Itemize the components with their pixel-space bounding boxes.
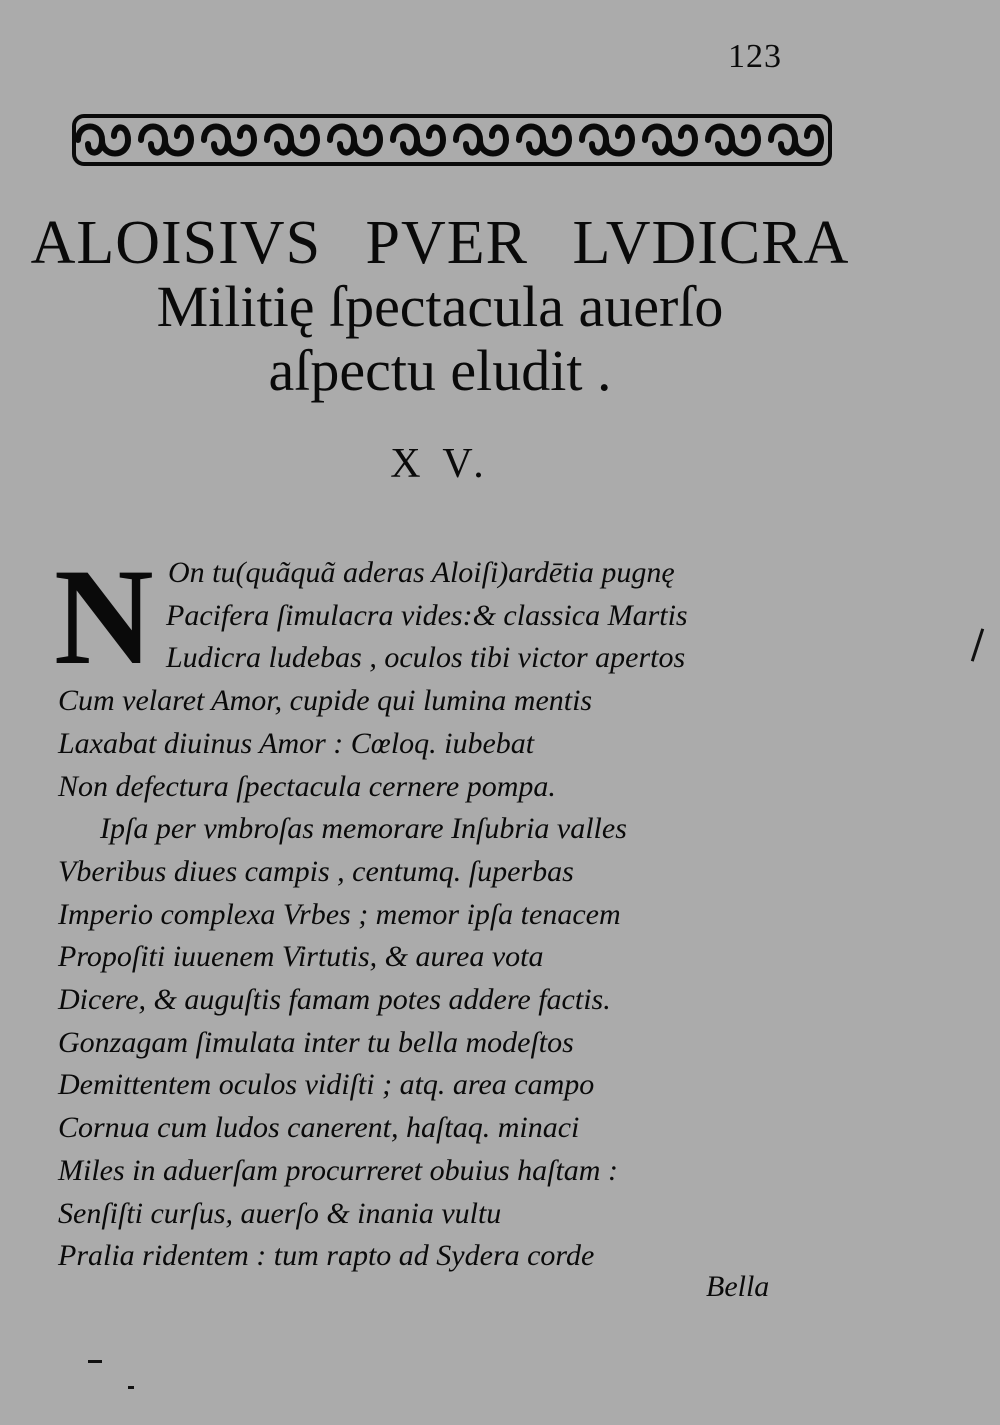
poem-line: Demittentem oculos vidiſti ; atq. area campo — [58, 1068, 595, 1102]
poem-line: Miles in aduerſam procurreret obuius haſtam : — [58, 1153, 618, 1187]
title-line-2: Militię ſpectacula auerſo — [156, 274, 724, 339]
drop-cap: N — [54, 540, 154, 693]
ornament-scroll — [141, 127, 191, 154]
ink-mark — [128, 1386, 134, 1389]
ornament-scroll — [456, 127, 506, 154]
ornament-scroll — [582, 127, 632, 154]
poem-line: Vberibus diues campis , centumq. ſuperbas — [58, 854, 574, 888]
poem-line: Senſiſti curſus, auerſo & inania vultu — [58, 1196, 502, 1230]
poem-line: Cum velaret Amor, cupide qui lumina mentis — [58, 684, 593, 718]
ornament-scroll — [771, 127, 821, 154]
ornament-scroll — [330, 127, 380, 154]
ornamental-border — [72, 112, 832, 168]
poem-line: On tu(quãquã aderas Aloiſi)ardētia pugnę — [168, 556, 675, 589]
ornament-frame — [74, 116, 830, 164]
poem-line: Cornua cum ludos canerent, haſtaq. minaci — [58, 1111, 580, 1145]
poem-line: Ludicra ludebas , oculos tibi victor apertos — [166, 641, 686, 675]
catchword: Bella — [706, 1270, 770, 1303]
poem-line: Pacifera ſimulacra vides:& classica Martis — [166, 598, 688, 632]
ink-mark — [971, 628, 984, 661]
ornament-scroll — [645, 127, 695, 154]
poem-line: Dicere, & auguſtis famam potes addere factis. — [58, 983, 611, 1016]
poem-line: Propoſiti iuuenem Virtutis, & aurea vota — [58, 940, 544, 974]
ornament-scroll — [204, 127, 254, 154]
page-number: 123 — [728, 38, 782, 75]
section-number: X V. — [390, 441, 490, 487]
ornament-scroll — [519, 127, 569, 154]
title-line-3: aſpectu eludit . — [268, 338, 612, 403]
poem-line: Imperio complexa Vrbes ; memor ipſa tenacem — [58, 897, 621, 931]
ornament-scroll — [267, 127, 317, 154]
poem-line: Non defectura ſpectacula cernere pompa. — [58, 769, 556, 803]
ornament-scroll — [393, 127, 443, 154]
poem-line: Gonzagam ſimulata inter tu bella modeſtos — [58, 1025, 574, 1059]
ornament-scroll — [708, 127, 758, 154]
title-line-1: ALOISIVS PVER LVDICRA — [30, 209, 850, 277]
ink-mark — [88, 1360, 102, 1363]
poem-line: Pralia ridentem : tum rapto ad Sydera corde — [58, 1239, 595, 1273]
poem-line: Ipſa per vmbroſas memorare Inſubria valles — [100, 812, 627, 846]
ornament-scroll — [78, 127, 128, 154]
poem-line: Laxabat diuinus Amor : Cœloq. iubebat — [58, 726, 535, 760]
